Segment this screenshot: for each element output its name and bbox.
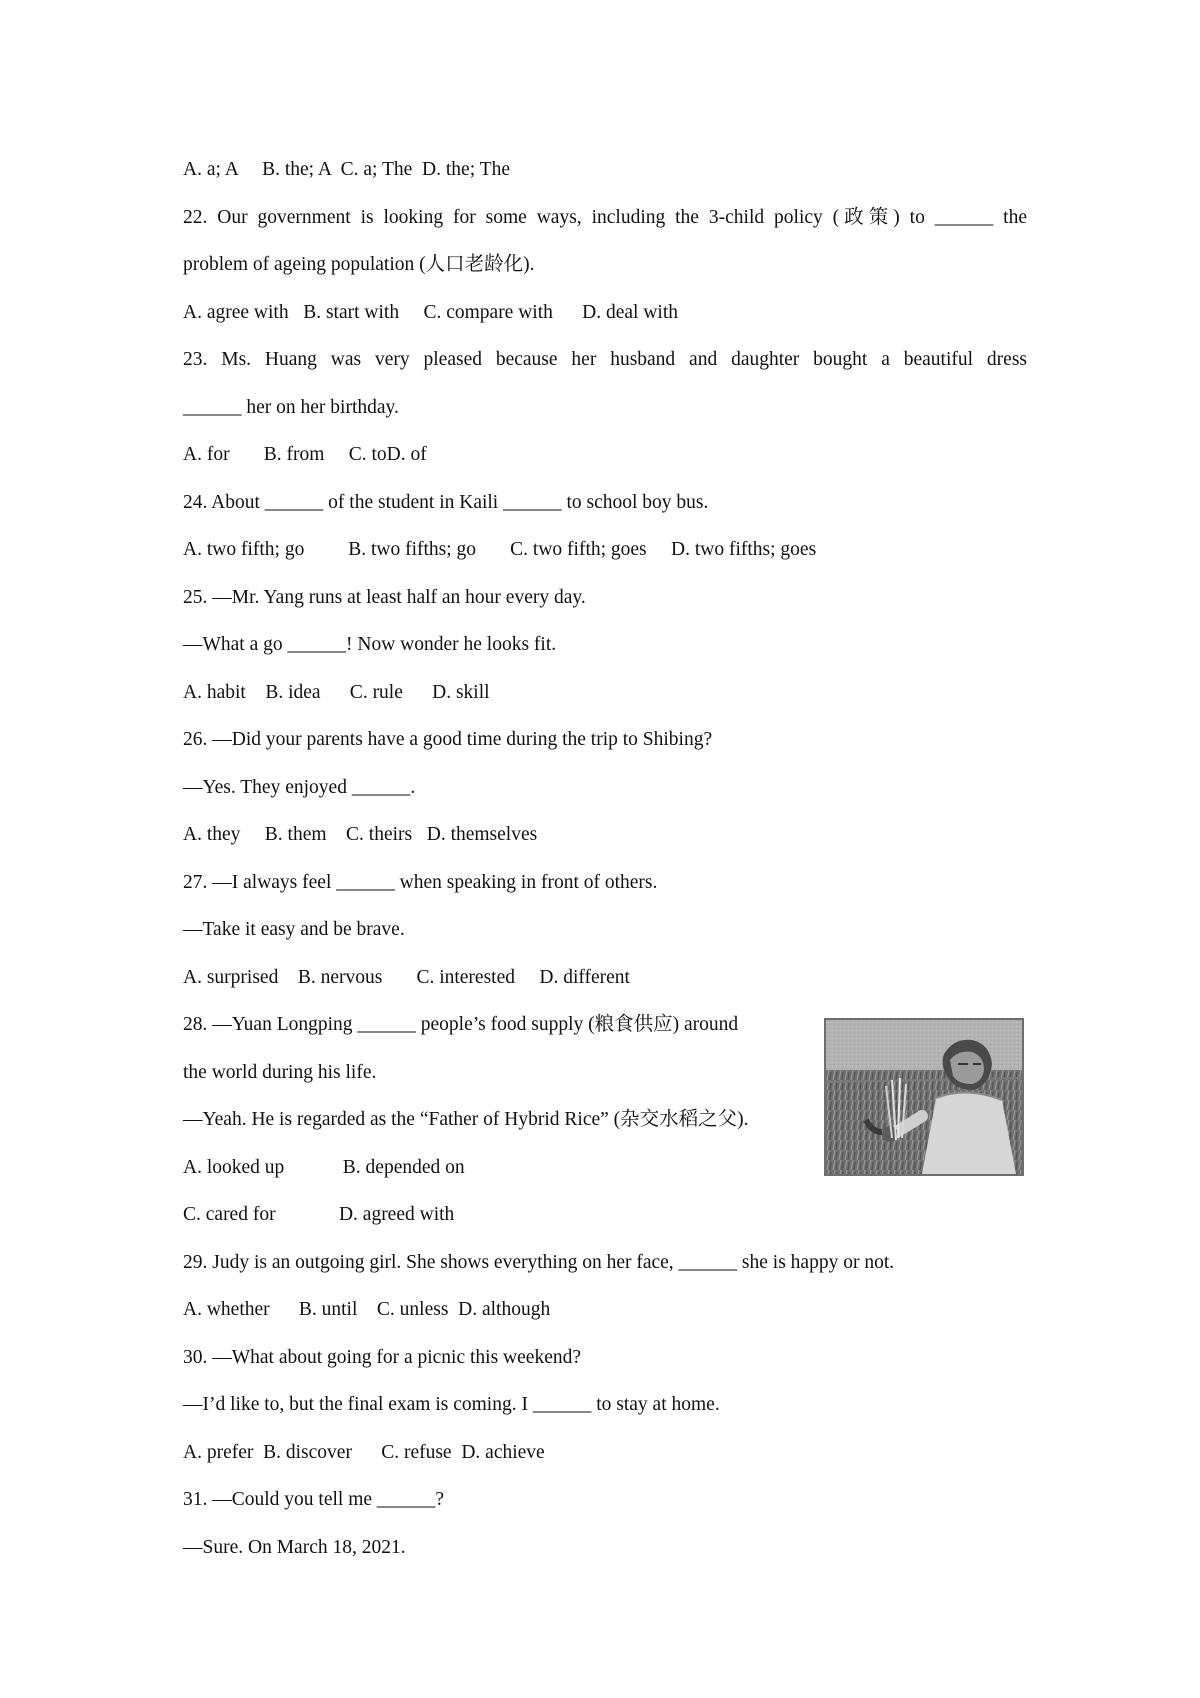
q31-stem-line-2: —Sure. On March 18, 2021. bbox=[183, 1537, 406, 1558]
q26-stem-line-1: 26. —Did your parents have a good time during the trip to Shibing? bbox=[183, 729, 713, 750]
yuan-longping-photo bbox=[824, 1018, 1024, 1176]
q23-stem-line-1: 23. Ms. Huang was very pleased because her husband and daughter bought a beautiful dress bbox=[183, 349, 1027, 370]
q28-options-row-1: A. looked up B. depended on bbox=[183, 1157, 465, 1178]
q22-stem-line-1: 22. Our government is looking for some ways, including the 3-child policy (政策) to ______ the bbox=[183, 207, 1027, 228]
q27-options: A. surprised B. nervous C. interested D. different bbox=[183, 967, 630, 988]
q27-stem-line-1: 27. —I always feel ______ when speaking in front of others. bbox=[183, 872, 658, 893]
q26-options: A. they B. them C. theirs D. themselves bbox=[183, 824, 538, 845]
q22-options: A. agree with B. start with C. compare with D. deal with bbox=[183, 302, 678, 323]
q28-stem-line-1: 28. —Yuan Longping ______ people’s food supply (粮食供应) around bbox=[183, 1014, 739, 1035]
q30-options: A. prefer B. discover C. refuse D. achieve bbox=[183, 1442, 545, 1463]
q30-stem-line-2: —I’d like to, but the final exam is coming. I ______ to stay at home. bbox=[183, 1394, 720, 1415]
q21-options: A. a; A B. the; A C. a; The D. the; The bbox=[183, 159, 510, 180]
q25-stem-line-1: 25. —Mr. Yang runs at least half an hour every day. bbox=[183, 587, 586, 608]
q29-options: A. whether B. until C. unless D. although bbox=[183, 1299, 551, 1320]
q23-stem-line-2: ______ her on her birthday. bbox=[183, 397, 399, 418]
q28-stem-line-2: the world during his life. bbox=[183, 1062, 377, 1083]
q30-stem-line-1: 30. —What about going for a picnic this weekend? bbox=[183, 1347, 582, 1368]
q22-stem-line-2: problem of ageing population (人口老龄化). bbox=[183, 254, 535, 275]
q23-options: A. for B. from C. toD. of bbox=[183, 444, 427, 465]
q26-stem-line-2: —Yes. They enjoyed ______. bbox=[183, 777, 416, 798]
q24-options: A. two fifth; go B. two fifths; go C. two fifth; goes D. two fifths; goes bbox=[183, 539, 817, 560]
q25-stem-line-2: —What a go ______! Now wonder he looks fit. bbox=[183, 634, 557, 655]
q28-stem-line-3: —Yeah. He is regarded as the “Father of Hybrid Rice” (杂交水稻之父). bbox=[183, 1109, 749, 1130]
q29-stem: 29. Judy is an outgoing girl. She shows everything on her face, ______ she is happy or not. bbox=[183, 1252, 895, 1273]
q27-stem-line-2: —Take it easy and be brave. bbox=[183, 919, 405, 940]
q24-stem: 24. About ______ of the student in Kaili ______ to school boy bus. bbox=[183, 492, 709, 513]
q25-options: A. habit B. idea C. rule D. skill bbox=[183, 682, 490, 703]
q28-options-row-2: C. cared for D. agreed with bbox=[183, 1204, 455, 1225]
q31-stem-line-1: 31. —Could you tell me ______? bbox=[183, 1489, 445, 1510]
